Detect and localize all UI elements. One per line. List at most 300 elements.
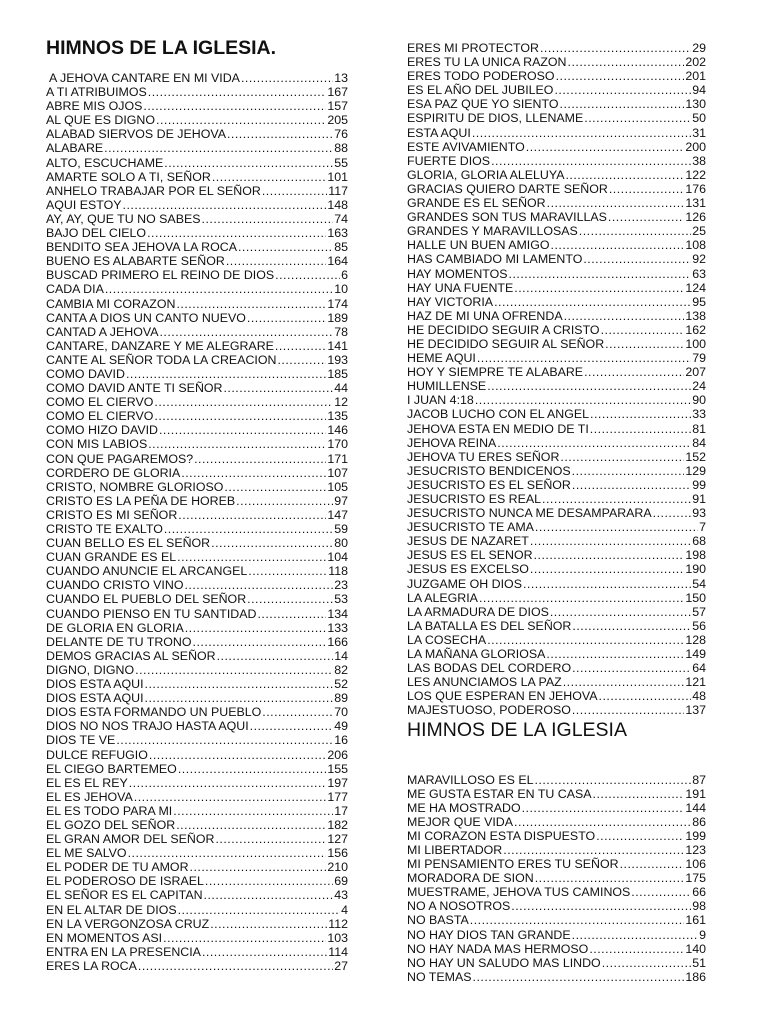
page-number: 92 bbox=[692, 252, 706, 267]
index-entry bbox=[407, 464, 706, 478]
page-number: 148 bbox=[327, 197, 348, 212]
dot-leader bbox=[156, 113, 326, 127]
index-entry bbox=[46, 226, 348, 240]
page-number: 174 bbox=[327, 296, 348, 311]
hymn-title: ESTA AQUI bbox=[407, 125, 471, 140]
index-entry bbox=[46, 381, 348, 395]
page-number: 112 bbox=[328, 916, 348, 931]
page-number: 144 bbox=[685, 800, 706, 815]
hymn-title: COMO EL CIERVO bbox=[46, 409, 154, 424]
dot-leader bbox=[226, 254, 327, 268]
dot-leader bbox=[193, 635, 327, 649]
page-number: 121 bbox=[685, 675, 706, 690]
page-number: 52 bbox=[334, 677, 348, 692]
index-entry bbox=[46, 677, 348, 691]
page-number: 101 bbox=[327, 169, 348, 184]
index-entry bbox=[46, 240, 348, 254]
hymn-title: DE GLORIA EN GLORIA bbox=[46, 620, 184, 635]
index-entry bbox=[46, 832, 348, 846]
index-entry bbox=[407, 379, 706, 393]
page-number: 53 bbox=[334, 592, 348, 607]
hymn-title: DIOS ESTA AQUI bbox=[46, 691, 144, 706]
dot-leader bbox=[560, 450, 684, 464]
dot-leader bbox=[554, 83, 691, 97]
index-entry bbox=[407, 913, 706, 927]
page-number: 44 bbox=[334, 381, 348, 396]
hymn-title: MARAVILLOSO ES EL bbox=[407, 772, 534, 787]
page-number: 207 bbox=[685, 365, 706, 380]
hymn-title: MORADORA DE SION bbox=[407, 871, 534, 886]
index-entry bbox=[407, 393, 706, 407]
page-number: 86 bbox=[692, 814, 706, 829]
page-number: 202 bbox=[685, 55, 706, 70]
page-number: 201 bbox=[685, 69, 706, 84]
hymn-title: JUZGAME OH DIOS bbox=[407, 576, 522, 591]
dot-leader bbox=[584, 365, 684, 379]
hymn-title: ESTE AVIVAMIENTO bbox=[407, 139, 525, 154]
hymn-title: DIOS ESTA FORMANDO UN PUEBLO bbox=[46, 705, 262, 720]
page-number: 63 bbox=[692, 266, 706, 281]
index-entry bbox=[407, 492, 706, 506]
dot-leader bbox=[159, 423, 326, 437]
hymn-title: HALLE UN BUEN AMIGO bbox=[407, 238, 550, 253]
dot-leader bbox=[534, 773, 691, 787]
hymn-title: HUMILLENSE bbox=[407, 379, 487, 394]
hymn-title: LAS BODAS DEL CORDERO bbox=[407, 661, 572, 676]
hymn-title: EL ES EL REY bbox=[46, 775, 128, 790]
page-number: 85 bbox=[334, 240, 348, 255]
hymn-title: EL GRAN AMOR DEL SEÑOR bbox=[46, 832, 215, 847]
index-entry bbox=[407, 478, 706, 492]
dot-leader bbox=[185, 621, 327, 635]
hymn-title: MI PENSAMIENTO ERES TU SEÑOR bbox=[407, 857, 619, 872]
hymn-title: MUESTRAME, JEHOVA TUS CAMINOS bbox=[407, 885, 631, 900]
hymn-title: DIGNO, DIGNO bbox=[46, 662, 135, 677]
hymn-title: CRISTO ES MI SEÑOR bbox=[46, 507, 178, 522]
index-entry bbox=[407, 956, 706, 970]
dot-leader bbox=[148, 437, 326, 451]
page-number: 114 bbox=[328, 944, 348, 959]
page-number: 149 bbox=[685, 647, 706, 662]
page-number: 137 bbox=[685, 703, 706, 718]
index-heading: HIMNOS DE LA IGLESIA. bbox=[46, 37, 277, 59]
page-number: 155 bbox=[327, 761, 348, 776]
hymn-title: ERES TODO PODEROSO bbox=[407, 69, 555, 84]
page-number: 94 bbox=[692, 83, 706, 98]
hymn-title: CUAN GRANDE ES EL bbox=[46, 550, 177, 565]
page-number: 31 bbox=[692, 125, 706, 140]
dot-leader bbox=[145, 677, 334, 691]
index-entry bbox=[407, 885, 706, 899]
hymn-title: NO HAY UN SALUDO MAS LINDO bbox=[407, 955, 601, 970]
hymn-title: CORDERO DE GLORIA bbox=[46, 465, 181, 480]
hymn-title: CANTA A DIOS UN CANTO NUEVO bbox=[46, 310, 246, 325]
hymn-title: JEHOVA REINA bbox=[407, 435, 497, 450]
hymn-title: EL CIEGO BARTEMEO bbox=[46, 761, 177, 776]
index-entry bbox=[46, 663, 348, 677]
index-entry bbox=[407, 365, 706, 379]
dot-leader bbox=[138, 959, 333, 973]
right-column bbox=[407, 41, 706, 984]
index-entry bbox=[46, 508, 348, 522]
index-entry bbox=[407, 140, 706, 154]
dot-leader bbox=[560, 97, 685, 111]
dot-leader bbox=[204, 888, 334, 902]
page-number: 7 bbox=[699, 520, 706, 535]
index-entry bbox=[46, 705, 348, 719]
dot-leader bbox=[178, 508, 326, 522]
dot-leader bbox=[148, 85, 327, 99]
page-number: 91 bbox=[692, 492, 706, 506]
dot-leader bbox=[238, 240, 333, 254]
dot-leader bbox=[572, 464, 685, 478]
hymn-title: JESUCRISTO NUNCA ME DESAMPARARA bbox=[407, 506, 652, 521]
page-number: 118 bbox=[328, 564, 348, 579]
dot-leader bbox=[205, 874, 333, 888]
hymn-title: NO HAY NADA MAS HERMOSO bbox=[407, 941, 589, 956]
index-entry bbox=[46, 254, 348, 268]
index-entry bbox=[46, 141, 348, 155]
dot-leader bbox=[653, 506, 692, 520]
page-number: 127 bbox=[327, 832, 348, 847]
dot-leader bbox=[472, 126, 691, 140]
page-number: 97 bbox=[334, 493, 348, 508]
index-entry bbox=[46, 198, 348, 212]
index-entry bbox=[46, 297, 348, 311]
index-entry bbox=[46, 776, 348, 790]
dot-leader bbox=[236, 494, 333, 508]
hymn-title: CANTAD A JEHOVA bbox=[46, 324, 159, 339]
hymn-title: JESUCRISTO BENDICENOS bbox=[407, 463, 571, 478]
page-number: 128 bbox=[685, 632, 706, 647]
dot-leader bbox=[135, 663, 333, 677]
page-number: 78 bbox=[334, 324, 348, 339]
hymn-title: DIOS NO NOS TRAJO HASTA AQUI bbox=[46, 719, 249, 734]
page-number: 170 bbox=[327, 437, 348, 452]
index-entry bbox=[46, 423, 348, 437]
index-entry bbox=[46, 959, 348, 973]
index-entry bbox=[46, 170, 348, 184]
index-entry bbox=[407, 351, 706, 365]
page-number: 95 bbox=[692, 294, 706, 309]
page-number: 129 bbox=[685, 463, 706, 478]
dot-leader bbox=[631, 885, 691, 899]
hymn-title: EL GOZO DEL SEÑOR bbox=[46, 817, 176, 832]
dot-leader bbox=[547, 196, 685, 210]
dot-leader bbox=[145, 691, 334, 705]
dot-leader bbox=[572, 478, 691, 492]
hymn-title: AL QUE ES DIGNO bbox=[46, 113, 156, 128]
hymn-title: JACOB LUCHO CON EL ANGEL bbox=[407, 407, 590, 422]
dot-leader bbox=[563, 675, 685, 689]
dot-leader bbox=[477, 351, 691, 365]
dot-leader bbox=[590, 422, 691, 436]
page-number: 193 bbox=[327, 352, 348, 367]
page-number: 88 bbox=[334, 141, 348, 156]
hymn-title: EN LA VERGONZOSA CRUZ bbox=[46, 916, 210, 931]
dot-leader bbox=[526, 140, 685, 154]
index-entry bbox=[46, 325, 348, 339]
index-entry bbox=[407, 773, 706, 787]
hymn-title: ERES TU LA UNICA RAZON bbox=[407, 55, 567, 70]
index-entry bbox=[407, 309, 706, 323]
page-number: 171 bbox=[327, 451, 348, 466]
hymn-title: NO TEMAS bbox=[407, 969, 472, 984]
hymn-title: GRANDE ES EL SEÑOR bbox=[407, 196, 546, 211]
page-number: 105 bbox=[327, 479, 348, 494]
dot-leader bbox=[608, 210, 684, 224]
dot-leader bbox=[487, 633, 684, 647]
dot-leader bbox=[176, 297, 326, 311]
index-entry bbox=[46, 339, 348, 353]
index-entry bbox=[46, 480, 348, 494]
dot-leader bbox=[491, 154, 691, 168]
page-number: 9 bbox=[699, 927, 706, 942]
index-entry bbox=[407, 450, 706, 464]
hymn-title: CUAN BELLO ES EL SEÑOR bbox=[46, 536, 211, 551]
page-number: 163 bbox=[327, 226, 348, 241]
hymn-title: CADA DIA bbox=[46, 282, 104, 297]
dot-leader bbox=[178, 762, 326, 776]
page-number: 210 bbox=[327, 860, 348, 875]
index-entry bbox=[46, 564, 348, 578]
index-entry bbox=[407, 605, 706, 619]
index-entry bbox=[46, 452, 348, 466]
index-entry bbox=[407, 942, 706, 956]
hymn-title: JEHOVA TU ERES SEÑOR bbox=[407, 449, 560, 464]
page-number: 124 bbox=[685, 280, 706, 295]
dot-leader bbox=[473, 970, 685, 984]
dot-leader bbox=[494, 295, 691, 309]
dot-leader bbox=[181, 466, 326, 480]
index-entry bbox=[46, 931, 348, 945]
page-number: 108 bbox=[685, 238, 706, 253]
dot-leader bbox=[487, 379, 691, 393]
hymn-title: ESA PAZ QUE YO SIENTO bbox=[407, 97, 559, 112]
page-number: 50 bbox=[692, 111, 706, 126]
dot-leader bbox=[164, 156, 333, 170]
hymn-title: BUSCAD PRIMERO EL REINO DE DIOS bbox=[46, 268, 275, 283]
index-entry bbox=[407, 928, 706, 942]
page-number: 130 bbox=[685, 97, 706, 112]
page-number: 79 bbox=[692, 351, 706, 366]
index-entry bbox=[407, 647, 706, 661]
page-number: 141 bbox=[327, 338, 348, 353]
hymn-title: COMO DAVID ANTE TI SEÑOR bbox=[46, 381, 223, 396]
dot-leader bbox=[211, 536, 333, 550]
hymn-title: DELANTE DE TU TRONO bbox=[46, 634, 192, 649]
index-entry bbox=[407, 210, 706, 224]
dot-leader bbox=[262, 705, 333, 719]
index-entry bbox=[46, 860, 348, 874]
dot-leader bbox=[184, 578, 333, 592]
dot-leader bbox=[176, 818, 326, 832]
dot-leader bbox=[241, 71, 333, 85]
dot-leader bbox=[551, 238, 685, 252]
dot-leader bbox=[257, 607, 326, 621]
index-entry bbox=[407, 238, 706, 252]
page-number: 38 bbox=[692, 153, 706, 168]
dot-leader bbox=[190, 860, 327, 874]
hymn-title: EL ES JEHOVA bbox=[46, 789, 133, 804]
hymn-title: JESUCRISTO ES EL SEÑOR bbox=[407, 477, 571, 492]
page-number: 126 bbox=[685, 210, 706, 225]
hymn-title: LA BATALLA ES DEL SEÑOR bbox=[407, 618, 572, 633]
index-entry bbox=[407, 857, 706, 871]
dot-leader bbox=[534, 548, 685, 562]
dot-leader bbox=[522, 801, 685, 815]
page-number: 146 bbox=[327, 423, 348, 438]
page-number: 164 bbox=[327, 254, 348, 269]
hymn-title: ABRE MIS OJOS bbox=[46, 99, 143, 114]
hymn-title: CANTE AL SEÑOR TODA LA CREACION bbox=[46, 352, 277, 367]
index-entry bbox=[407, 843, 706, 857]
page-number: 190 bbox=[685, 562, 706, 577]
page-number: 56 bbox=[692, 618, 706, 633]
dot-leader bbox=[609, 182, 685, 196]
dot-leader bbox=[105, 282, 333, 296]
index-entry bbox=[407, 577, 706, 591]
page-number: 80 bbox=[334, 536, 348, 551]
page-number: 54 bbox=[692, 576, 706, 591]
hymn-title: MI LIBERTADOR bbox=[407, 842, 503, 857]
hymn-title: JESUS DE NAZARET bbox=[407, 534, 529, 549]
dot-leader bbox=[116, 733, 333, 747]
hymn-title: HAS CAMBIADO MI LAMENTO bbox=[407, 252, 583, 267]
index-entry bbox=[407, 69, 706, 83]
hymn-title: MI CORAZON ESTA DISPUESTO bbox=[407, 828, 596, 843]
dot-leader bbox=[126, 367, 326, 381]
hymn-title: LA ALEGRIA bbox=[407, 590, 478, 605]
hymn-title: NO HAY DIOS TAN GRANDE bbox=[407, 927, 571, 942]
page-number: 138 bbox=[685, 308, 706, 323]
hymn-title: DIOS ESTA AQUI bbox=[46, 677, 144, 692]
page-number: 14 bbox=[334, 648, 348, 663]
page-number: 157 bbox=[327, 99, 348, 114]
index-entry bbox=[46, 578, 348, 592]
hymn-title: ME HA MOSTRADO bbox=[407, 800, 521, 815]
index-entry bbox=[407, 520, 706, 534]
index-entry bbox=[407, 534, 706, 548]
page-number: 123 bbox=[685, 842, 706, 857]
dot-leader bbox=[173, 804, 333, 818]
index-entry bbox=[407, 407, 706, 421]
hymn-title: CANTARE, DANZARE Y ME ALEGRARE bbox=[46, 338, 274, 353]
index-entry bbox=[407, 55, 706, 69]
dot-leader bbox=[212, 170, 327, 184]
page-number: 70 bbox=[334, 705, 348, 720]
hymn-title: JEHOVA ESTA EN MEDIO DE TI bbox=[407, 421, 589, 436]
hymn-title: ANHELO TRABAJAR POR EL SEÑOR bbox=[46, 183, 261, 198]
index-entry bbox=[46, 719, 348, 733]
page-number: 147 bbox=[327, 507, 348, 522]
page-number: 29 bbox=[692, 41, 706, 55]
dot-leader bbox=[602, 956, 692, 970]
dot-leader bbox=[217, 649, 334, 663]
index-entry bbox=[407, 829, 706, 843]
dot-leader bbox=[227, 127, 333, 141]
hymn-title: ESPIRITU DE DIOS, LLENAME bbox=[407, 111, 584, 126]
dot-leader bbox=[599, 689, 692, 703]
page-number: 55 bbox=[334, 155, 348, 170]
page-number: 150 bbox=[685, 590, 706, 605]
hymn-title: NO A NOSOTROS bbox=[407, 899, 511, 914]
dot-leader bbox=[579, 224, 691, 238]
dot-leader bbox=[159, 325, 333, 339]
index-entry bbox=[46, 311, 348, 325]
hymn-title: ENTRA EN LA PRESENCIA bbox=[46, 944, 201, 959]
hymn-title: EN EL ALTAR DE DIOS bbox=[46, 902, 177, 917]
dot-leader bbox=[247, 311, 326, 325]
page-number: 33 bbox=[692, 407, 706, 422]
dot-leader bbox=[215, 832, 326, 846]
hymn-index-list-left bbox=[46, 71, 348, 973]
dot-leader bbox=[104, 141, 333, 155]
hymn-title: GRANDES Y MARAVILLOSAS bbox=[407, 224, 578, 239]
dot-leader bbox=[593, 787, 685, 801]
hymn-title: EL SEÑOR ES EL CAPITAN bbox=[46, 888, 203, 903]
page-number: 66 bbox=[692, 885, 706, 900]
page-number: 84 bbox=[692, 435, 706, 450]
dot-leader bbox=[149, 748, 326, 762]
page-number: 175 bbox=[685, 871, 706, 886]
index-entry bbox=[407, 436, 706, 450]
index-entry bbox=[407, 182, 706, 196]
dot-leader bbox=[620, 857, 685, 871]
page-number: 185 bbox=[327, 366, 348, 381]
hymn-title: JESUS ES EXCELSO bbox=[407, 562, 529, 577]
hymn-title: COMO DAVID bbox=[46, 366, 125, 381]
hymn-title: DEMOS GRACIAS AL SEÑOR bbox=[46, 648, 216, 663]
page-number: 12 bbox=[334, 395, 348, 410]
page-number: 177 bbox=[327, 789, 348, 804]
page-number: 93 bbox=[692, 506, 706, 521]
index-entry bbox=[407, 689, 706, 703]
page-number: 205 bbox=[327, 113, 348, 128]
index-entry bbox=[407, 154, 706, 168]
index-entry bbox=[46, 733, 348, 747]
hymn-title: JESUCRISTO TE AMA bbox=[407, 520, 534, 535]
dot-leader bbox=[177, 550, 326, 564]
page-number: 189 bbox=[327, 310, 348, 325]
dot-leader bbox=[164, 522, 333, 536]
page-number: 131 bbox=[685, 196, 706, 211]
dot-leader bbox=[523, 577, 691, 591]
hymn-title: GRANDES SON TUS MARAVILLAS bbox=[407, 210, 607, 225]
index-entry bbox=[407, 126, 706, 140]
page-number: 122 bbox=[685, 167, 706, 182]
left-column bbox=[46, 36, 348, 973]
page-number: 106 bbox=[685, 857, 706, 872]
hymn-title: COMO HIZO DAVID bbox=[46, 423, 158, 438]
dot-leader bbox=[601, 323, 685, 337]
dot-leader bbox=[223, 381, 333, 395]
index-entry bbox=[46, 621, 348, 635]
index-entry bbox=[46, 353, 348, 367]
hymn-title: CRISTO TE EXALTO bbox=[46, 522, 163, 536]
dot-leader bbox=[262, 184, 327, 198]
hymn-title: JESUCRISTO ES REAL bbox=[407, 492, 542, 506]
dot-leader bbox=[511, 899, 691, 913]
page-number: 76 bbox=[334, 127, 348, 142]
index-entry bbox=[46, 607, 348, 621]
page-number: 98 bbox=[692, 899, 706, 914]
page-number: 17 bbox=[334, 803, 348, 818]
page-number: 25 bbox=[692, 224, 706, 239]
dot-leader bbox=[129, 776, 327, 790]
dot-leader bbox=[277, 353, 326, 367]
page-number: 135 bbox=[327, 409, 348, 424]
